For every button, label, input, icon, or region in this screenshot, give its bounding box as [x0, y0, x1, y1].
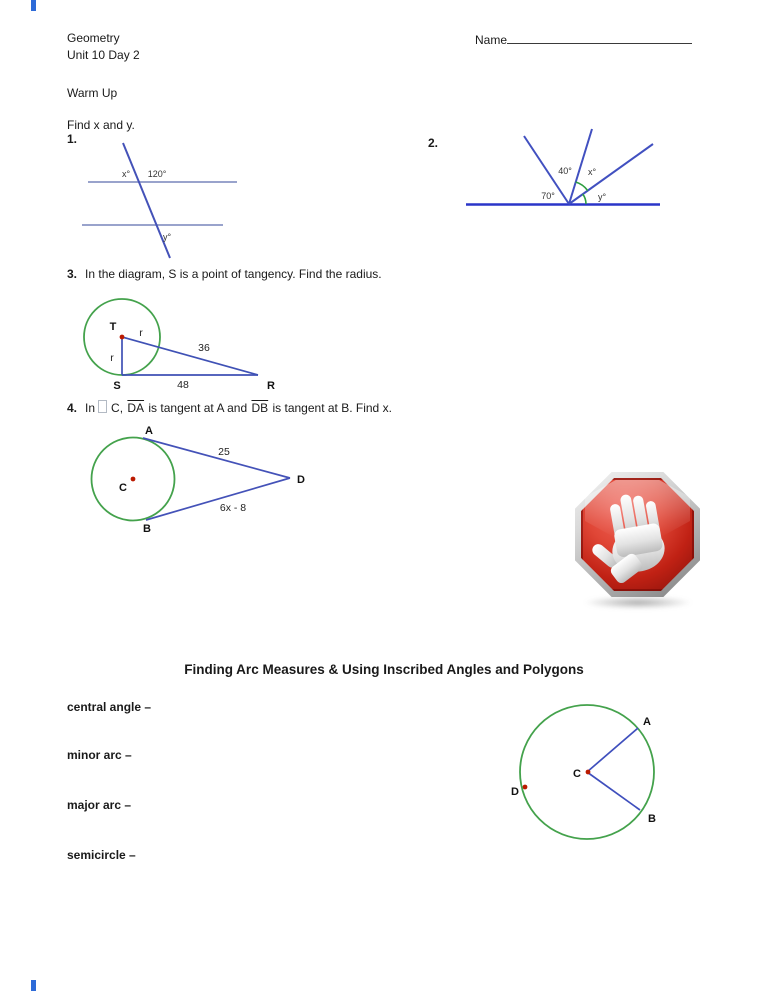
stop-sign-image [575, 472, 700, 612]
length-label-36: 36 [198, 342, 210, 354]
center-dot-T [120, 335, 125, 340]
point-label-S: S [113, 380, 121, 392]
problem-3-diagram [60, 288, 320, 400]
point-label-C: C [573, 768, 581, 780]
term-minor-arc: minor arc – [67, 748, 132, 762]
radius-CA [587, 728, 638, 772]
tangent-DB [146, 478, 290, 520]
tangent-DA [143, 438, 290, 478]
problem-3-number: 3. [67, 267, 78, 281]
point-dot-D [523, 785, 528, 790]
point-label-C: C [119, 482, 127, 494]
expression-label-6x-8: 6x - 8 [219, 502, 247, 514]
problem-1-diagram [60, 135, 260, 270]
point-label-R: R [267, 380, 275, 392]
angle-arc-x [576, 182, 588, 191]
center-dot-C [131, 477, 136, 482]
center-dot-C [586, 770, 591, 775]
segment-DB-label: $\overline{DB}$ [251, 401, 269, 415]
circle-symbol-missing-glyph [98, 400, 107, 413]
problem-4-number: 4. [67, 401, 78, 415]
problem-1-number: 1. [67, 132, 78, 146]
page-edge-mark-bottom [31, 980, 36, 991]
angle-label-y: y° [162, 232, 172, 242]
problem-3-text: In the diagram, S is a point of tangency. Find the radius. [85, 267, 382, 281]
problem-4-text-tail: is tangent at B. Find x. [272, 401, 392, 415]
length-label-48: 48 [177, 379, 189, 391]
page-edge-mark-top [31, 0, 36, 11]
problem-4-statement [67, 400, 392, 417]
point-label-T: T [109, 321, 117, 333]
length-label-25: 25 [218, 446, 230, 458]
angle-label-x: x° [587, 167, 597, 177]
problem-2-diagram [455, 123, 670, 215]
warmup-instruction: Find x and y. [67, 118, 135, 132]
point-label-B: B [143, 523, 151, 535]
radius-CB [587, 772, 640, 810]
problem-4-circle-name: C, [111, 401, 124, 415]
angle-label-40: 40° [558, 166, 572, 176]
warmup-title: Warm Up [67, 86, 118, 100]
term-central-angle: central angle – [67, 700, 152, 714]
unit-subtitle: Unit 10 Day 2 [67, 48, 140, 62]
radius-label-left: r [110, 352, 114, 364]
angle-label-y: y° [597, 192, 607, 202]
point-label-B: B [648, 813, 656, 825]
point-label-D: D [511, 786, 519, 798]
point-label-D: D [297, 474, 305, 486]
angle-arc-y [583, 194, 586, 204]
problem-4-text-pre: In [85, 401, 96, 415]
section-heading: Finding Arc Measures & Using Inscribed Angles and Polygons [184, 662, 584, 677]
ray-upper-right [569, 144, 653, 204]
problem-2-number: 2. [428, 136, 439, 150]
stop-sign-shadow [583, 596, 693, 609]
problem-4-text-mid: is tangent at A and [148, 401, 248, 415]
term-semicircle: semicircle – [67, 848, 136, 862]
stop-hand-icon [600, 490, 675, 580]
angle-label-120: 120° [147, 169, 167, 179]
name-field [475, 30, 692, 49]
radius-label-top: r [139, 327, 143, 339]
arc-measures-circle-diagram [505, 695, 675, 855]
name-label: Name [475, 33, 508, 47]
point-label-A: A [643, 716, 651, 728]
segment-DA-label: $\overline{DA}$ [127, 401, 145, 415]
problem-4-diagram [80, 420, 320, 542]
angle-label-x: x° [121, 169, 131, 179]
course-title: Geometry [67, 31, 120, 45]
term-major-arc: major arc – [67, 798, 132, 812]
problem-3-statement [67, 266, 382, 283]
angle-label-70: 70° [541, 191, 555, 201]
name-blank-line [507, 30, 692, 44]
point-label-A: A [145, 425, 153, 437]
